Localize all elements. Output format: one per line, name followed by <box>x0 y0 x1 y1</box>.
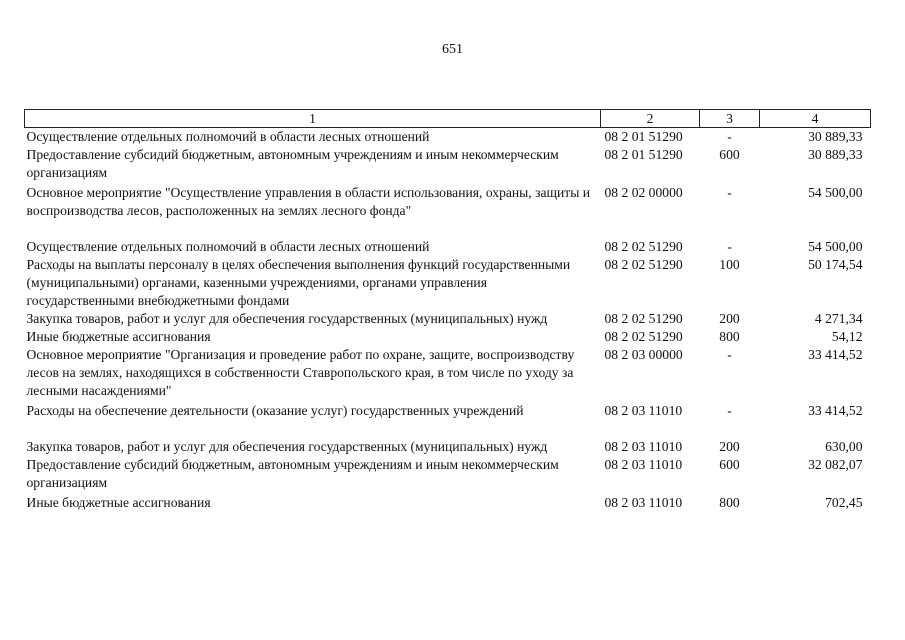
table-row <box>25 494 871 512</box>
row-amount: 630,00 <box>825 439 863 454</box>
header-col-3: 3 <box>700 110 760 128</box>
row-type: - <box>727 129 732 144</box>
table-row <box>25 402 871 438</box>
row-type: 600 <box>719 457 740 472</box>
table-row <box>25 184 871 238</box>
row-amount: 30 889,33 <box>808 129 863 144</box>
table-row <box>25 146 871 184</box>
table-header <box>25 110 871 128</box>
row-amount: 54,12 <box>831 329 863 344</box>
row-amount: 33 414,52 <box>808 403 863 418</box>
row-code: 08 2 03 00000 <box>604 347 683 362</box>
row-amount: 54 500,00 <box>808 239 863 254</box>
table-row <box>25 310 871 328</box>
row-code: 08 2 02 51290 <box>604 239 683 254</box>
row-code: 08 2 03 11010 <box>604 403 683 418</box>
row-amount: 4 271,34 <box>814 311 863 326</box>
row-type: 200 <box>719 311 740 326</box>
table-row <box>25 456 871 494</box>
header-col-4: 4 <box>760 110 871 128</box>
row-name: Предоставление субсидий бюджетным, автономным учреждениям и иным некоммерческим организациям <box>26 147 559 180</box>
row-amount: 54 500,00 <box>808 185 863 200</box>
table-row <box>25 238 871 256</box>
row-name: Закупка товаров, работ и услуг для обеспечения государственных (муниципальных) нужд <box>26 439 548 454</box>
row-type: - <box>727 403 732 418</box>
row-amount: 33 414,52 <box>808 347 863 362</box>
row-type: 100 <box>719 257 740 272</box>
row-type: 600 <box>719 147 740 162</box>
page-number: 651 <box>442 42 463 57</box>
row-name: Закупка товаров, работ и услуг для обеспечения государственных (муниципальных) нужд <box>26 311 548 326</box>
row-name: Осуществление отдельных полномочий в области лесных отношений <box>26 239 430 254</box>
row-type: 200 <box>719 439 740 454</box>
table-row <box>25 128 871 147</box>
row-name: Расходы на выплаты персоналу в целях обеспечения выполнения функций государственными (муниципальными) органами, казенными учреждениями, органами управления государственными внебюджетными фондами <box>26 257 571 308</box>
table-body <box>25 128 871 513</box>
table-row <box>25 438 871 456</box>
row-code: 08 2 02 51290 <box>604 311 683 326</box>
row-code: 08 2 03 11010 <box>604 457 683 472</box>
row-amount: 30 889,33 <box>808 147 863 162</box>
row-type: 800 <box>719 495 740 510</box>
row-name: Предоставление субсидий бюджетным, автономным учреждениям и иным некоммерческим организациям <box>26 457 559 490</box>
row-code: 08 2 02 51290 <box>604 257 683 272</box>
row-name: Иные бюджетные ассигнования <box>26 329 211 344</box>
table-row <box>25 328 871 346</box>
row-type: - <box>727 347 732 362</box>
row-name: Основное мероприятие "Организация и проведение работ по охране, защите, воспроизводству лесов на землях, находящихся в собственности Ставропольского края, в том числе по уходу за лесными насаждениями" <box>26 347 575 398</box>
row-code: 08 2 01 51290 <box>604 129 683 144</box>
row-type: - <box>727 239 732 254</box>
row-type: - <box>727 185 732 200</box>
row-name: Иные бюджетные ассигнования <box>26 495 211 510</box>
row-name: Осуществление отдельных полномочий в области лесных отношений <box>26 129 430 144</box>
row-amount: 50 174,54 <box>808 257 863 272</box>
row-code: 08 2 03 11010 <box>604 495 683 510</box>
table-row <box>25 346 871 402</box>
row-name: Расходы на обеспечение деятельности (оказание услуг) государственных учреждений <box>26 403 524 418</box>
header-col-1: 1 <box>25 110 601 128</box>
row-code: 08 2 02 00000 <box>604 185 683 200</box>
header-col-2: 2 <box>601 110 700 128</box>
row-amount: 32 082,07 <box>808 457 863 472</box>
row-code: 08 2 03 11010 <box>604 439 683 454</box>
row-code: 08 2 01 51290 <box>604 147 683 162</box>
row-code: 08 2 02 51290 <box>604 329 683 344</box>
row-name: Основное мероприятие "Осуществление управления в области использования, охраны, защиты и воспроизводства лесов, расположенных на землях лесного фонда" <box>26 185 590 218</box>
budget-table <box>24 109 871 512</box>
header-row <box>25 110 871 128</box>
table-row <box>25 256 871 310</box>
row-type: 800 <box>719 329 740 344</box>
row-amount: 702,45 <box>825 495 863 510</box>
